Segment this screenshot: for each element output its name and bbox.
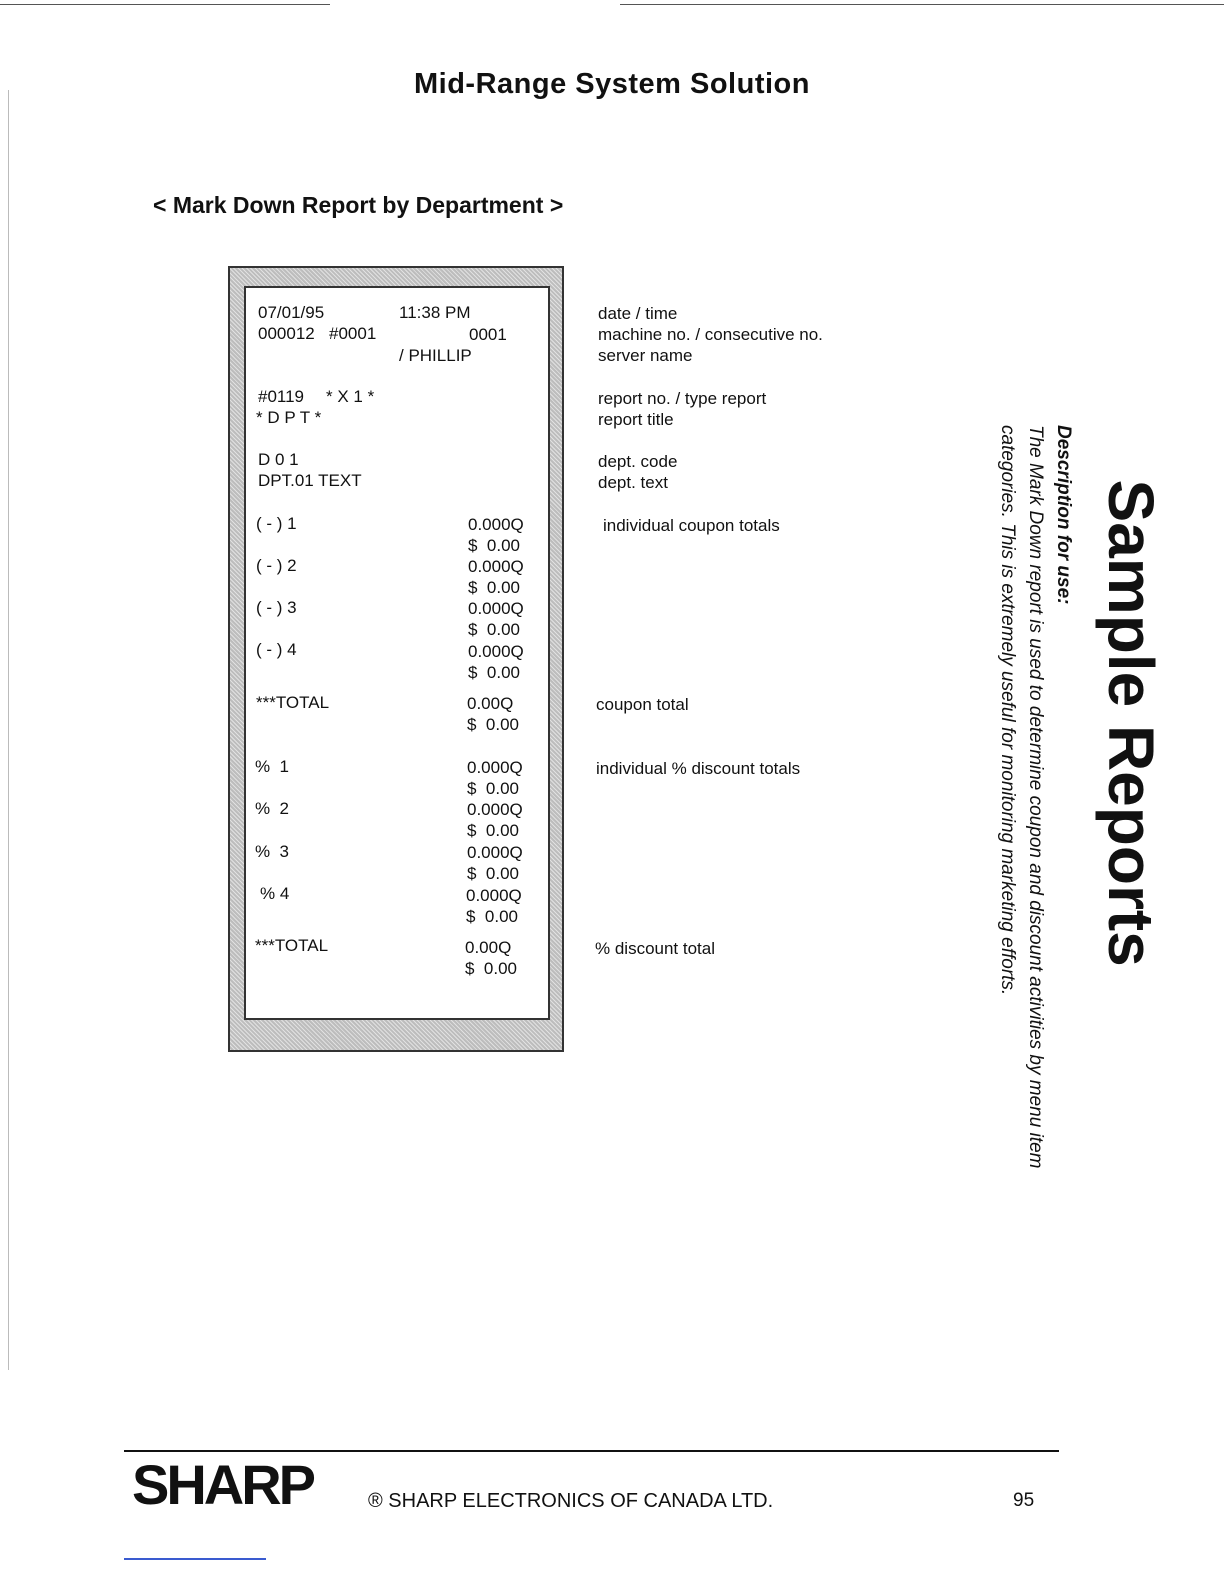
- description-block: [993, 425, 1077, 1215]
- discount-amount: $ 0.00: [467, 821, 519, 840]
- annotation-discount-individual: individual % discount totals: [596, 759, 801, 778]
- discount-label: % 4: [260, 884, 290, 903]
- annotation-date-time: date / time: [598, 304, 678, 323]
- annotation-server: server name: [598, 346, 693, 365]
- annotation-report-no: report no. / type report: [598, 389, 767, 408]
- sidebar-title: Sample Reports: [1095, 479, 1167, 967]
- footer-accent-line: [124, 1558, 266, 1560]
- discount-total-qty: 0.00Q: [465, 938, 512, 957]
- description-text: The Mark Down report is used to determine coupon and discount activities by menu item categories. This is extremely useful for monitoring marketing efforts.: [997, 425, 1046, 1169]
- receipt-dept-text: DPT.01 TEXT: [258, 471, 362, 490]
- discount-amount: $ 0.00: [467, 864, 519, 883]
- receipt-report-title: * D P T *: [256, 408, 322, 427]
- coupon-total-label: ***TOTAL: [256, 693, 330, 712]
- discount-qty: 0.000Q: [466, 886, 522, 905]
- annotation-report-title: report title: [598, 410, 674, 429]
- sidebar-title-area: [1096, 480, 1166, 1025]
- receipt-server-code: 0001: [469, 325, 507, 344]
- coupon-total-qty: 0.00Q: [467, 694, 514, 713]
- annotation-discount-total: % discount total: [595, 939, 716, 958]
- receipt-report-no: #0119: [258, 387, 305, 406]
- coupon-amount: $ 0.00: [468, 536, 520, 555]
- top-rule: [620, 4, 1224, 5]
- annotation-coupon-individual: individual coupon totals: [603, 516, 780, 535]
- discount-label: % 3: [255, 842, 290, 861]
- discount-qty: 0.000Q: [467, 800, 523, 819]
- coupon-total-amount: $ 0.00: [467, 715, 519, 734]
- margin-rule: [8, 90, 9, 1370]
- receipt-consecutive-no: #0001: [329, 324, 377, 343]
- annotation-dept-code: dept. code: [598, 452, 678, 471]
- page-title: Mid-Range System Solution: [414, 68, 810, 100]
- coupon-amount: $ 0.00: [468, 620, 520, 639]
- annotation-dept-text: dept. text: [598, 473, 668, 492]
- discount-label: % 2: [255, 799, 290, 818]
- annotation-coupon-total: coupon total: [596, 695, 689, 714]
- coupon-qty: 0.000Q: [468, 642, 524, 661]
- coupon-amount: $ 0.00: [468, 663, 520, 682]
- discount-amount: $ 0.00: [466, 907, 518, 926]
- coupon-qty: 0.000Q: [468, 515, 524, 534]
- receipt-server-name: / PHILLIP: [399, 346, 472, 365]
- discount-qty: 0.000Q: [467, 758, 523, 777]
- company-name: ® SHARP ELECTRONICS OF CANADA LTD.: [368, 1490, 774, 1512]
- annotation-machine: machine no. / consecutive no.: [598, 325, 823, 344]
- coupon-qty: 0.000Q: [468, 557, 524, 576]
- receipt-time: 11:38 PM: [399, 303, 471, 322]
- receipt-report-type: * X 1 *: [326, 387, 375, 406]
- discount-total-amount: $ 0.00: [465, 959, 517, 978]
- receipt-date: 07/01/95: [258, 303, 325, 322]
- discount-amount: $ 0.00: [467, 779, 519, 798]
- receipt-dept-code: D 0 1: [258, 450, 299, 469]
- description-heading: Description for use:: [1053, 425, 1074, 605]
- sharp-logo: SHARP: [132, 1453, 314, 1516]
- discount-qty: 0.000Q: [467, 843, 523, 862]
- coupon-label: ( - ) 1: [256, 514, 297, 533]
- coupon-amount: $ 0.00: [468, 578, 520, 597]
- coupon-label: ( - ) 3: [256, 598, 297, 617]
- page-number: 95: [1013, 1490, 1035, 1511]
- description-area: [990, 425, 1080, 1215]
- coupon-qty: 0.000Q: [468, 599, 524, 618]
- coupon-label: ( - ) 2: [256, 556, 297, 575]
- coupon-label: ( - ) 4: [256, 640, 297, 659]
- discount-label: % 1: [255, 757, 290, 776]
- receipt-machine-no: 000012: [258, 324, 315, 343]
- section-title: < Mark Down Report by Department >: [153, 192, 564, 218]
- top-rule: [0, 4, 330, 5]
- discount-total-label: ***TOTAL: [255, 936, 329, 955]
